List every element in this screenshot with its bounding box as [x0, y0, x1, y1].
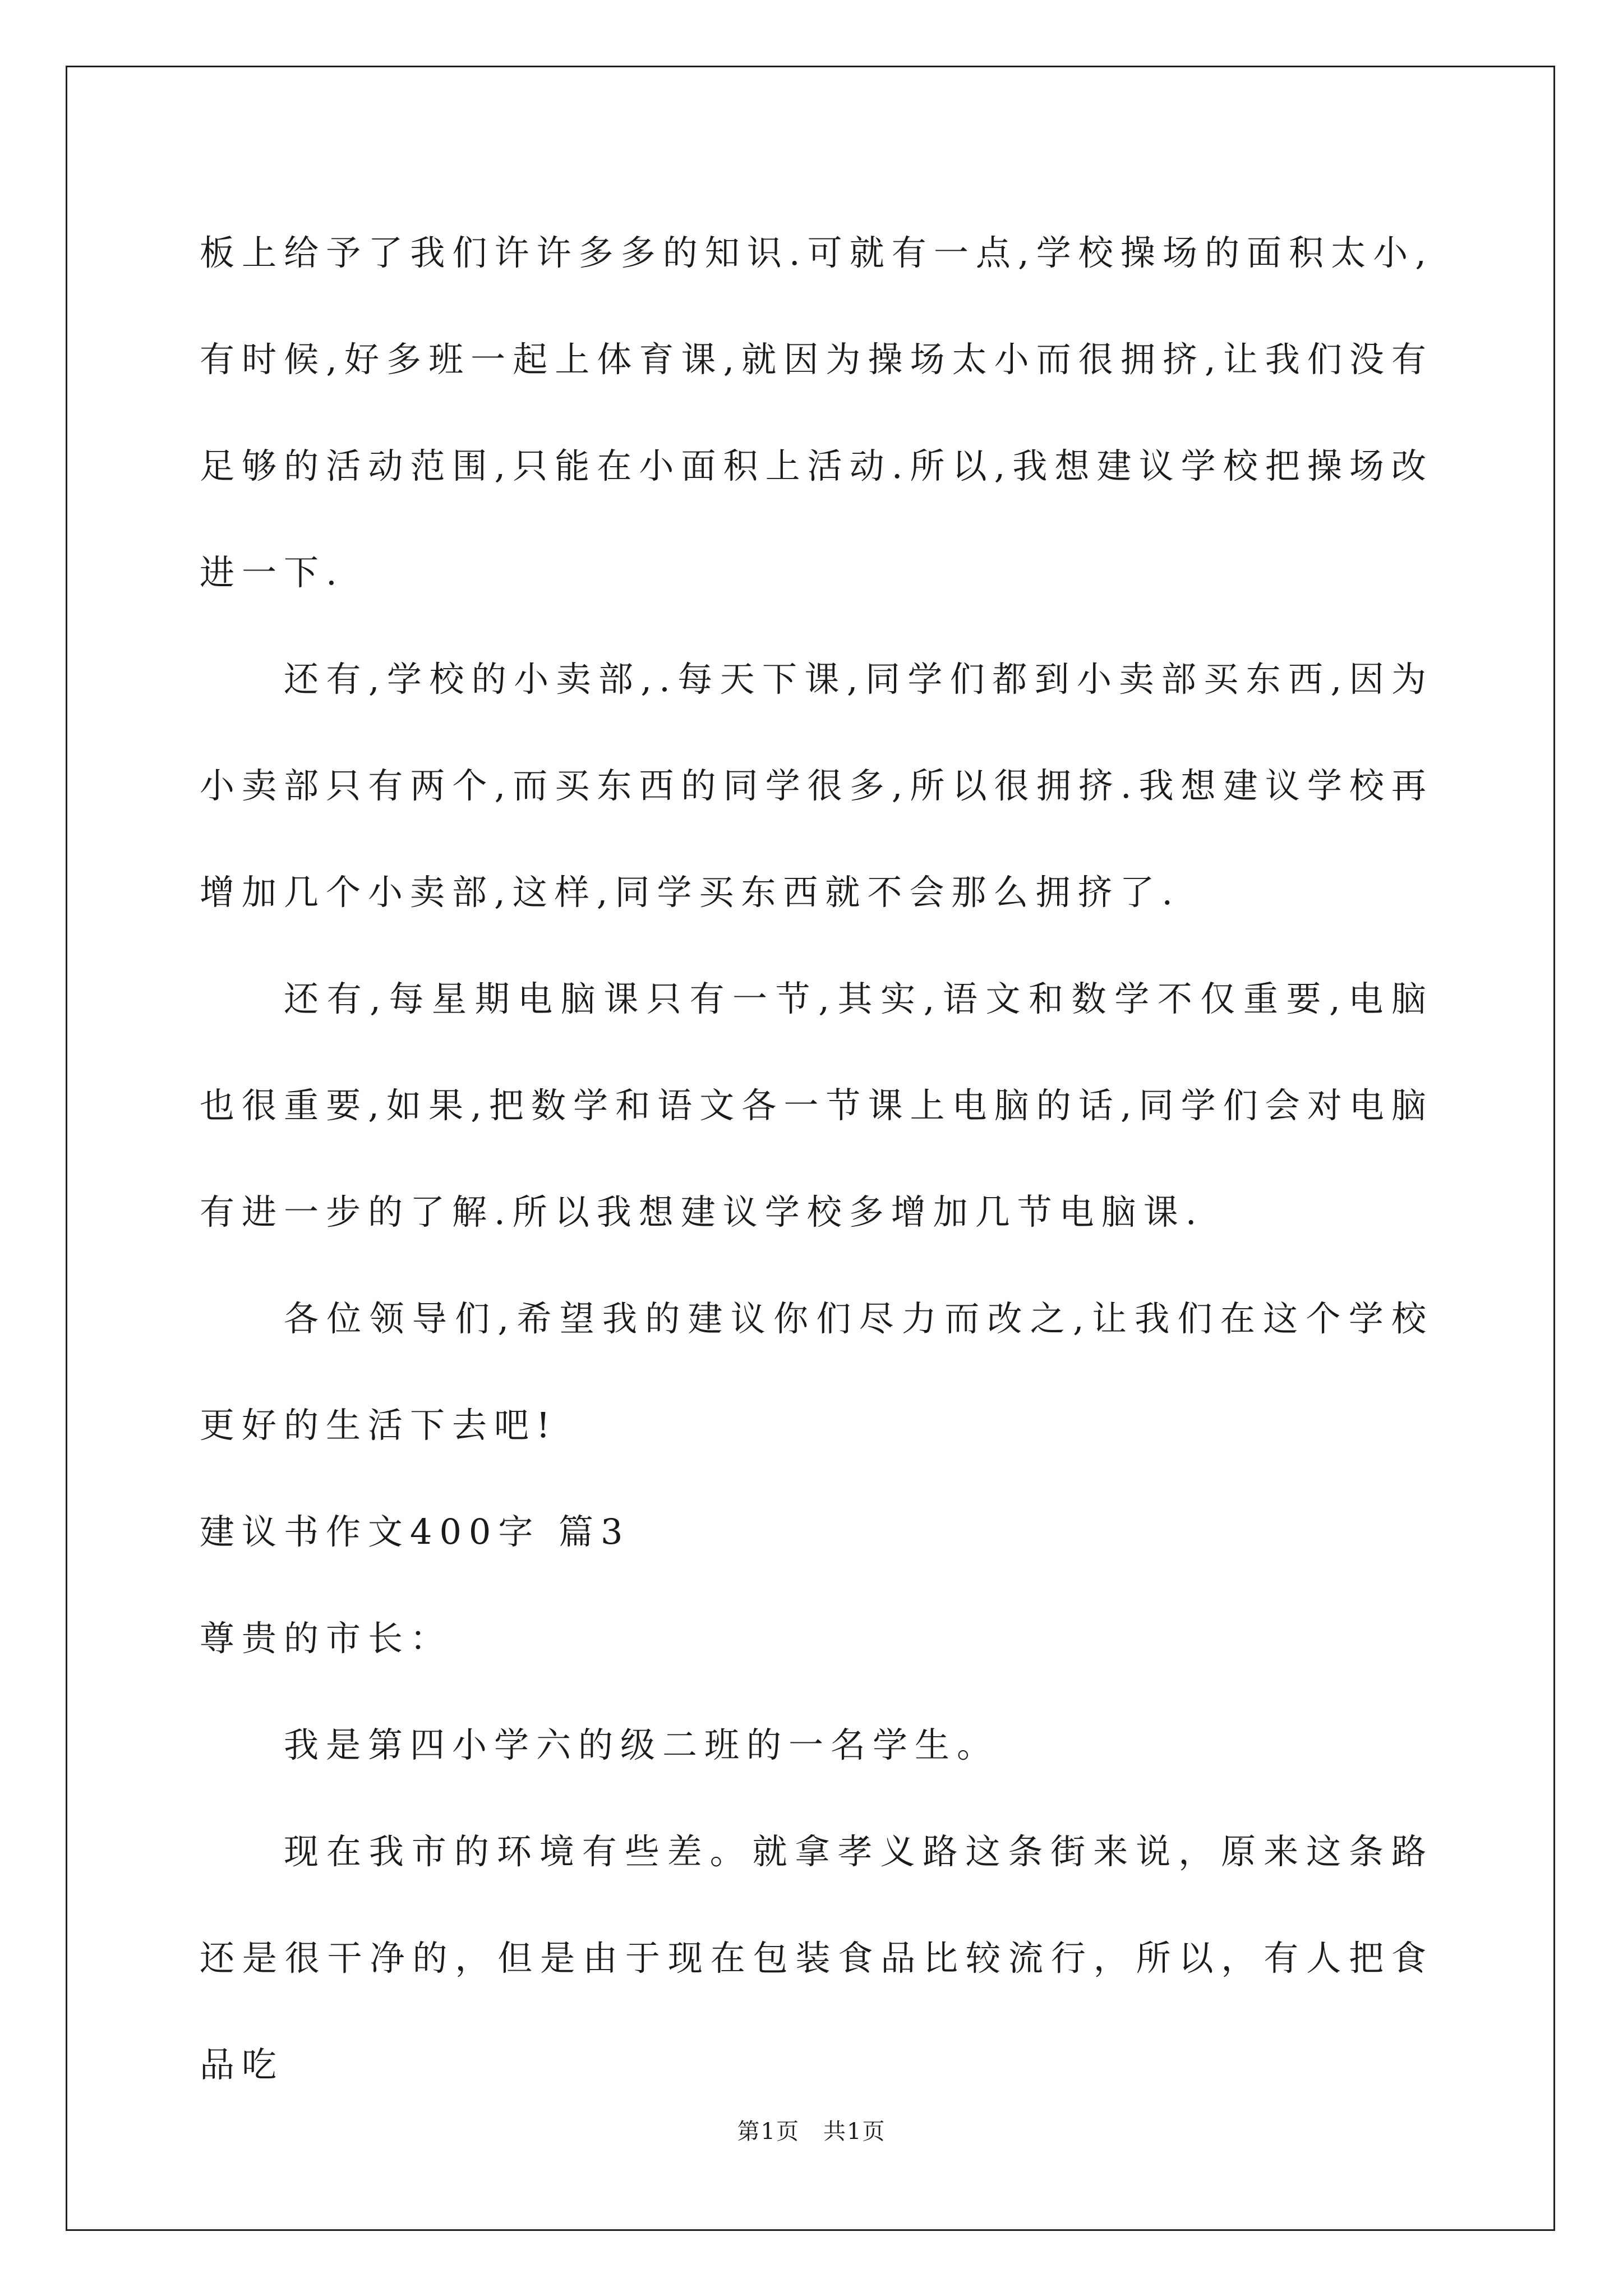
- document-body: [200, 200, 1433, 2118]
- page-footer: 第1页 共1页: [737, 2119, 886, 2145]
- paragraph-self-introduction: 我是第四小学六的级二班的一名学生。: [284, 1724, 999, 1765]
- paragraph-closing-wish: 各位领导们,希望我的建议你们尽力而改之,让我们在这个学校更好的生活下去吧!: [200, 1298, 1433, 1446]
- paragraph-snack-shop: 还有,学校的小卖部,.每天下课,同学们都到小卖部买东西,因为小卖部只有两个,而买东西的同学很多,所以很拥挤.我想建议学校再增加几个小卖部,这样,同学买东西就不会那么拥挤了.: [200, 659, 1433, 913]
- paragraph-playground: 板上给予了我们许许多多的知识.可就有一点,学校操场的面积太小,有时候,好多班一起上体育课,就因为操场太小而很拥挤,让我们没有足够的活动范围,只能在小面积上活动.所以,我想建议学校把操场改进一下.: [200, 232, 1433, 593]
- section-heading: 建议书作文400字 篇3: [200, 1511, 630, 1552]
- paragraph-environment: 现在我市的环境有些差。就拿孝义路这条街来说，原来这条路还是很干净的，但是由于现在包装食品比较流行，所以，有人把食品吃: [200, 1831, 1433, 2085]
- paragraph-computer-class: 还有,每星期电脑课只有一节,其实,语文和数学不仅重要,电脑也很重要,如果,把数学和语文各一节课上电脑的话,同学们会对电脑有进一步的了解.所以我想建议学校多增加几节电脑课.: [200, 978, 1433, 1232]
- salutation: 尊贵的市长：: [200, 1618, 453, 1659]
